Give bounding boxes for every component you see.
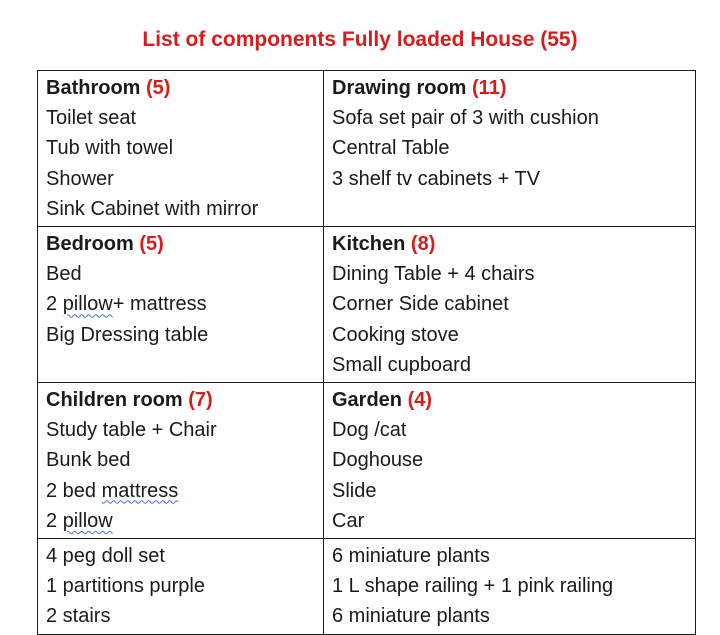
table-row bbox=[38, 539, 696, 635]
list-item: Dining Table + 4 chairs bbox=[332, 263, 535, 286]
list-item: Small cupboard bbox=[332, 353, 471, 376]
list-item: Dog /cat bbox=[332, 419, 407, 442]
section-name: Bathroom bbox=[46, 77, 141, 99]
drawing-room-cell bbox=[324, 71, 696, 227]
list-item: Car bbox=[332, 509, 365, 532]
list-item: Bunk bed bbox=[46, 449, 131, 472]
section-heading bbox=[46, 229, 323, 259]
section-heading bbox=[332, 385, 695, 415]
list-item: 3 shelf tv cabinets + TV bbox=[332, 167, 541, 190]
extras-left-cell bbox=[38, 539, 324, 635]
item-text: + mattress bbox=[112, 293, 207, 316]
list-item bbox=[46, 476, 323, 506]
list-item bbox=[46, 506, 323, 536]
spellcheck-underlined-word: pillow bbox=[62, 509, 113, 532]
section-name: Children room bbox=[46, 389, 183, 412]
section-count: (5) bbox=[139, 233, 164, 256]
list-item: Cooking stove bbox=[332, 323, 459, 346]
spellcheck-underlined-word: mattress bbox=[101, 479, 179, 502]
list-item: Central Table bbox=[332, 137, 450, 160]
section-count: (4) bbox=[407, 389, 433, 412]
page-title: List of components Fully loaded House (55) bbox=[142, 28, 578, 51]
list-item: 6 miniature plants bbox=[332, 545, 490, 568]
list-item: 1 L shape railing + 1 pink railing bbox=[332, 575, 614, 598]
list-item: Toilet seat bbox=[46, 107, 137, 130]
bathroom-cell bbox=[38, 71, 324, 227]
section-count: (7) bbox=[188, 389, 213, 412]
spellcheck-underlined-word: pillow bbox=[62, 293, 113, 316]
children-room-cell bbox=[38, 383, 324, 539]
list-item: 6 miniature plants bbox=[332, 605, 490, 628]
list-item: Doghouse bbox=[332, 449, 424, 472]
table-row bbox=[38, 383, 696, 539]
section-count: (5) bbox=[146, 77, 171, 99]
section-count: (8) bbox=[410, 233, 436, 256]
section-heading bbox=[332, 73, 695, 103]
components-table bbox=[37, 70, 696, 635]
section-heading bbox=[46, 73, 323, 103]
list-item: Sink Cabinet with mirror bbox=[46, 197, 259, 220]
list-item: Big Dressing table bbox=[46, 323, 209, 346]
item-text: 2 bed bbox=[46, 479, 102, 502]
garden-cell bbox=[324, 383, 696, 539]
list-item: Shower bbox=[46, 167, 114, 190]
bedroom-cell bbox=[38, 227, 324, 383]
item-text: 2 bbox=[46, 293, 63, 316]
list-item: 1 partitions purple bbox=[46, 575, 205, 598]
section-heading bbox=[46, 385, 323, 415]
list-item: Sofa set pair of 3 with cushion bbox=[332, 107, 599, 130]
list-item: Slide bbox=[332, 479, 377, 502]
section-name: Kitchen bbox=[332, 233, 406, 256]
section-name: Garden bbox=[332, 389, 403, 412]
list-item bbox=[46, 289, 323, 319]
section-name: Bedroom bbox=[46, 233, 134, 256]
list-item: 2 stairs bbox=[46, 605, 111, 628]
list-item: Bed bbox=[46, 263, 82, 286]
item-text: 2 bbox=[46, 509, 63, 532]
extras-right-cell bbox=[324, 539, 696, 635]
table-row bbox=[38, 71, 696, 227]
section-count: (11) bbox=[472, 77, 507, 99]
list-item: Corner Side cabinet bbox=[332, 293, 509, 316]
list-item: Tub with towel bbox=[46, 137, 174, 160]
section-heading bbox=[332, 229, 695, 259]
section-name: Drawing room bbox=[332, 77, 467, 99]
list-item: 4 peg doll set bbox=[46, 545, 165, 568]
kitchen-cell bbox=[324, 227, 696, 383]
table-row bbox=[38, 227, 696, 383]
list-item: Study table + Chair bbox=[46, 419, 217, 442]
